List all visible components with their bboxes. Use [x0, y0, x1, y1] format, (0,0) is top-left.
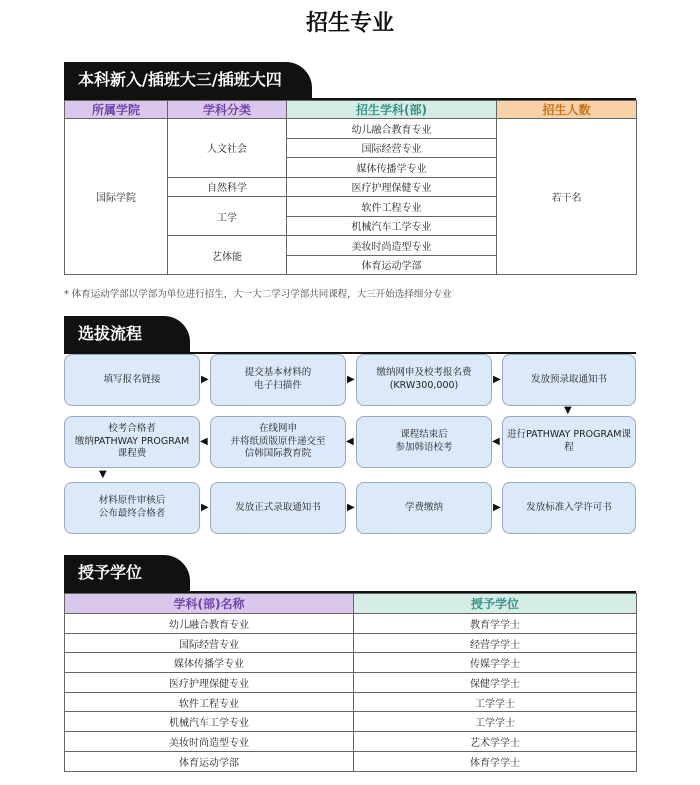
table-row [65, 119, 637, 139]
category-cell: 人文社会 [168, 119, 287, 178]
college-cell: 国际学院 [65, 119, 168, 275]
major-cell: 媒体传播学专业 [287, 158, 497, 178]
flow-step-6: 课程结束后 参加韩语校考 [356, 416, 492, 468]
arrow-left-icon: ◀ [346, 436, 354, 447]
flow-step-4: 发放预录取通知书 [502, 354, 636, 406]
headcount-cell: 若干名 [497, 119, 637, 275]
admission-table [64, 100, 637, 275]
table-row [65, 673, 637, 693]
arrow-down-icon: ▼ [99, 469, 107, 480]
major-cell: 医疗护理保健专业 [65, 673, 354, 693]
major-cell: 医疗护理保健专业 [287, 177, 497, 197]
header-category: 学科分类 [168, 101, 287, 119]
arrow-right-icon: ▶ [347, 502, 355, 513]
major-cell: 国际经营专业 [65, 633, 354, 653]
header-major-name: 学科(部)名称 [65, 594, 354, 614]
section-tab-degree: 授予学位 [64, 555, 190, 591]
arrow-left-icon: ◀ [492, 436, 500, 447]
major-cell: 幼儿融合教育专业 [287, 119, 497, 139]
major-cell: 国际经营专业 [287, 138, 497, 158]
degree-cell: 工学学士 [354, 692, 637, 712]
degree-table [64, 593, 637, 772]
flow-step-12: 发放标准入学许可书 [502, 482, 636, 534]
arrow-left-icon: ◀ [200, 436, 208, 447]
arrow-right-icon: ▶ [201, 374, 209, 385]
major-cell: 美妆时尚造型专业 [287, 236, 497, 256]
category-cell: 工学 [168, 197, 287, 236]
table-row [65, 692, 637, 712]
degree-cell: 体育学学士 [354, 751, 637, 771]
flow-step-1: 填写报名链接 [64, 354, 200, 406]
major-cell: 软件工程专业 [65, 692, 354, 712]
degree-cell: 传媒学学士 [354, 653, 637, 673]
major-cell: 软件工程专业 [287, 197, 497, 217]
major-cell: 媒体传播学专业 [65, 653, 354, 673]
table-row [65, 614, 637, 634]
table-row [65, 712, 637, 732]
table-row [65, 751, 637, 771]
flow-step-9: 材料原件审核后 公布最终合格者 [64, 482, 200, 534]
arrow-right-icon: ▶ [347, 374, 355, 385]
table-header-row [65, 594, 637, 614]
major-cell: 体育运动学部 [287, 255, 497, 275]
degree-cell: 艺术学学士 [354, 732, 637, 752]
header-degree: 授予学位 [354, 594, 637, 614]
category-cell: 艺体能 [168, 236, 287, 275]
table-row [65, 732, 637, 752]
arrow-right-icon: ▶ [201, 502, 209, 513]
flow-step-10: 发放正式录取通知书 [210, 482, 346, 534]
arrow-down-icon: ▼ [564, 405, 572, 416]
flow-step-5: 进行PATHWAY PROGRAM课程 [502, 416, 636, 468]
degree-cell: 保健学学士 [354, 673, 637, 693]
arrow-right-icon: ▶ [493, 502, 501, 513]
major-cell: 幼儿融合教育专业 [65, 614, 354, 634]
flow-step-7: 在线网申 并将纸质版原件递交至 信韩国际教育院 [210, 416, 346, 468]
table-header-row [65, 101, 637, 119]
footnote: * 体育运动学部以学部为单位进行招生，大一大二学习学部共同课程，大三开始选择细分专业 [64, 289, 452, 300]
degree-cell: 工学学士 [354, 712, 637, 732]
table-row [65, 633, 637, 653]
major-cell: 机械汽车工学专业 [287, 216, 497, 236]
header-headcount: 招生人数 [497, 101, 637, 119]
header-college: 所属学院 [65, 101, 168, 119]
major-cell: 体育运动学部 [65, 751, 354, 771]
arrow-right-icon: ▶ [493, 374, 501, 385]
category-cell: 自然科学 [168, 177, 287, 197]
degree-cell: 教育学学士 [354, 614, 637, 634]
major-cell: 美妆时尚造型专业 [65, 732, 354, 752]
section-tab-admission: 本科新入/插班大三/插班大四 [64, 62, 312, 98]
table-row [65, 653, 637, 673]
flow-step-2: 提交基本材料的 电子扫描件 [210, 354, 346, 406]
flow-step-8: 校考合格者 缴纳PATHWAY PROGRAM 课程费 [64, 416, 200, 468]
page-title: 招生专业 [305, 11, 394, 36]
section-tab-process: 选拔流程 [64, 316, 190, 352]
flow-step-11: 学费缴纳 [356, 482, 492, 534]
header-major: 招生学科(部) [287, 101, 497, 119]
major-cell: 机械汽车工学专业 [65, 712, 354, 732]
degree-cell: 经营学学士 [354, 633, 637, 653]
flow-step-3: 缴纳网申及校考报名费 (KRW300,000) [356, 354, 492, 406]
